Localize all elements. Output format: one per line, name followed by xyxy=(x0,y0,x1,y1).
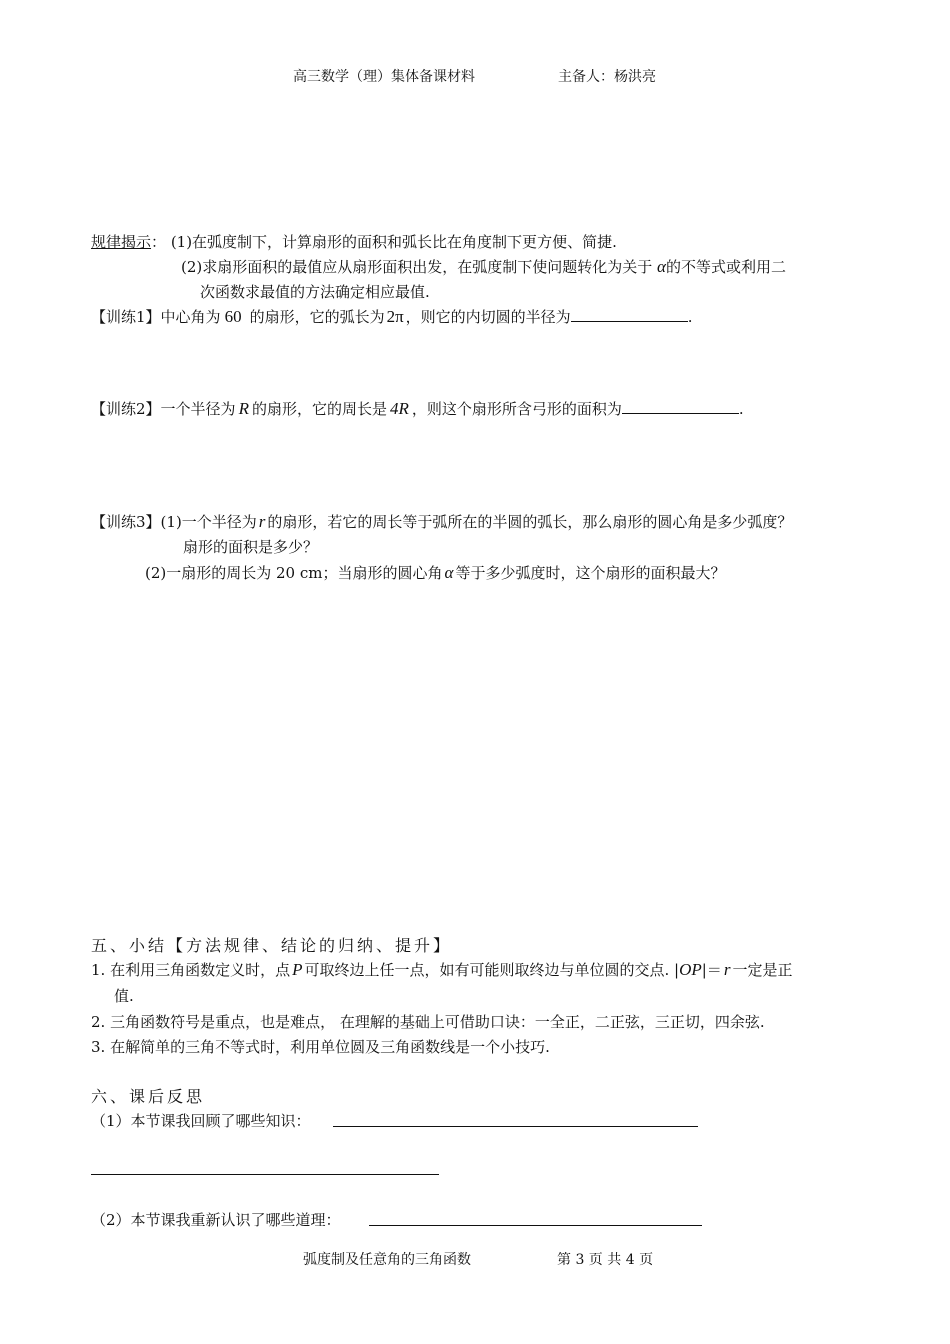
reflection-q1-answer-line-2[interactable] xyxy=(91,1174,439,1175)
summary-item1-cont: 值. xyxy=(114,987,134,1005)
summary-item3: 3. 在解简单的三角不等式时，利用单位圆及三角函数线是一个小技巧. xyxy=(91,1038,550,1056)
header-title: 高三数学（理）集体备课材料 xyxy=(293,69,475,85)
arc-value: 2π xyxy=(386,307,404,326)
reflection-heading: 六、课后反思 xyxy=(91,1087,206,1106)
train2-text-b: 的扇形，它的周长是 xyxy=(251,400,387,418)
rule-reveal-colon: ： xyxy=(151,233,167,251)
train2-text-c: ，则这个扇形所含弓形的面积为 xyxy=(411,400,622,418)
reflection-q2: （2）本节课我重新认识了哪些道理： xyxy=(91,1211,341,1229)
summary-item1-text-d: 一定是正 xyxy=(732,961,793,979)
point-symbol: P xyxy=(292,960,303,979)
rule-reveal-item1: (1)在弧度制下，计算扇形的面积和弧长比在角度制下更方便、简捷. xyxy=(170,233,617,251)
rule-reveal-item2-text-b: 的不等式或利用二 xyxy=(665,258,786,276)
train3-tag: 【训练3】 xyxy=(91,513,161,531)
train1-text-c: ，则它的内切圆的半径为 xyxy=(405,308,571,326)
train1-question xyxy=(91,306,692,327)
reflection-q1-answer-line[interactable] xyxy=(333,1126,698,1127)
angle-value: 60 xyxy=(224,307,242,326)
summary-item1-text-a: 1. 在利用三角函数定义时，点 xyxy=(91,961,291,979)
summary-heading: 五、小结【方法规律、结论的归纳、提升】 xyxy=(91,936,453,955)
train3-q1-text-a: (1)一个半径为 xyxy=(160,513,257,531)
reflection-q2-answer-line[interactable] xyxy=(369,1225,702,1226)
train1-end: . xyxy=(687,308,693,326)
summary-item1 xyxy=(91,959,792,980)
header-preparer: 主备人：杨洪亮 xyxy=(558,69,656,85)
train3-q1 xyxy=(91,511,792,532)
op-symbol: OP xyxy=(679,960,702,979)
train1-text-b: 的扇形，它的弧长为 xyxy=(249,308,385,326)
train2-text-a: 一个半径为 xyxy=(160,400,236,418)
train3-q2-text-b: 等于多少弧度时，这个扇形的面积最大？ xyxy=(455,564,726,582)
radius-symbol: R xyxy=(238,399,249,418)
perimeter-value: 4R xyxy=(389,399,409,418)
train3-q1-cont: 扇形的面积是多少？ xyxy=(183,538,319,556)
rule-reveal-item2-cont: 次函数求最值的方法确定相应最值. xyxy=(200,283,430,301)
summary-item1-text-b: 可取终边上任一点，如有可能则取终边与单位圆的交点. | xyxy=(304,961,680,979)
alpha-symbol: α xyxy=(657,257,666,276)
train1-tag: 【训练1】 xyxy=(91,308,161,326)
rule-reveal-label: 规律揭示 xyxy=(91,233,152,251)
train2-question xyxy=(91,398,744,419)
reflection-q1: （1）本节课我回顾了哪些知识： xyxy=(91,1112,311,1130)
rule-reveal-line1 xyxy=(91,231,617,252)
answer-blank[interactable] xyxy=(571,309,688,322)
footer-title: 弧度制及任意角的三角函数 xyxy=(303,1252,471,1268)
rule-reveal-item2 xyxy=(181,256,786,277)
answer-blank[interactable] xyxy=(622,401,739,414)
radius-symbol: r xyxy=(258,512,266,531)
radius-symbol: r xyxy=(723,960,731,979)
summary-item1-text-c: |＝ xyxy=(701,961,722,979)
summary-item2: 2. 三角函数符号是重点，也是难点， 在理解的基础上可借助口诀：一全正，二正弦，三正切，四余弦. xyxy=(91,1013,765,1031)
footer-page: 第 3 页 共 4 页 xyxy=(557,1252,654,1268)
train3-q2-text-a: (2)一扇形的周长为 20 cm；当扇形的圆心角 xyxy=(145,564,443,582)
train1-text-a: 中心角为 xyxy=(160,308,221,326)
train2-tag: 【训练2】 xyxy=(91,400,161,418)
train3-q1-text-b: 的扇形，若它的周长等于弧所在的半圆的弧长，那么扇形的圆心角是多少弧度？ xyxy=(267,513,793,531)
alpha-symbol: α xyxy=(444,563,454,582)
train3-q2 xyxy=(145,562,725,583)
rule-reveal-item2-text-a: (2)求扇形面积的最值应从扇形面积出发，在弧度制下使问题转化为关于 xyxy=(181,258,653,276)
train2-end: . xyxy=(738,400,744,418)
